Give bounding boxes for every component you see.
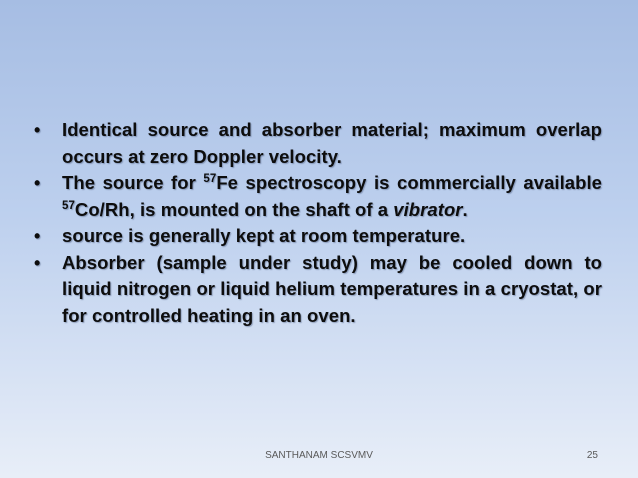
bullet-text-pre: The source for <box>62 172 204 193</box>
footer-page-number: 25 <box>586 450 598 461</box>
bullet-text: source is generally kept at room temperature. <box>62 225 466 246</box>
bullet-item-identical-source <box>34 117 602 170</box>
bullet-text: Identical source and absorber material; maximum overlap occurs at zero Doppler velocity. <box>62 119 602 167</box>
bullet-icon: • <box>34 226 41 246</box>
bullet-text-tail: . <box>462 198 468 220</box>
bullet-item-source-57fe <box>34 170 602 223</box>
footer-author: SANTHANAM SCSVMV <box>265 450 373 461</box>
bullet-item-room-temperature <box>34 223 602 250</box>
bullet-icon: • <box>34 252 41 273</box>
superscript-mass-number: 57 <box>203 173 217 185</box>
bullet-item-absorber-cooled <box>34 250 602 330</box>
bullet-text: Absorber (sample under study) may be cooled down to liquid nitrogen or liquid helium temperatures in a cryostat, or for controlled heating in an oven. <box>62 251 602 326</box>
bullet-icon: • <box>34 173 41 193</box>
bullet-list <box>34 117 602 329</box>
bullet-text-italic: vibrator <box>393 198 463 220</box>
bullet-text-mid: Fe spectroscopy is commercially available <box>216 172 603 193</box>
bullet-text-post: Co/Rh, is mounted on the shaft of a <box>74 198 394 220</box>
superscript-mass-number: 57 <box>62 199 75 212</box>
bullet-icon: • <box>34 120 41 140</box>
